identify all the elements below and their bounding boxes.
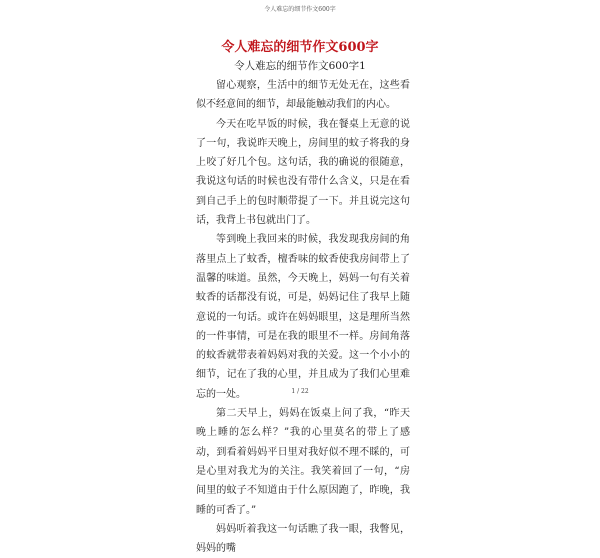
paragraph: 留心观察，生活中的细节无处无在，这些看似不经意间的细节，却最能触动我们的内心。 xyxy=(196,80,410,111)
document-title: 令人难忘的细节作文600字 xyxy=(221,40,379,55)
document-body xyxy=(196,76,410,558)
paragraph: 等到晚上我回来的时候，我发现我房间的角落里点上了蚊香，檀香味的蚊香使我房间带上了温馨的味道。虽然，今天晚上，妈妈一句有关着蚊香的话都没有说，可是，妈妈记住了我早上随意说的一句话。或许在妈妈眼里，这是理所当然的一件事情，可是在我的眼里不一样。房间角落的蚊香就带表着妈妈对我的关爱。这一个小小的细节，记在了我的心里，并且成为了我们心里难忘的一处。 xyxy=(196,234,410,400)
paragraph: 第二天早上，妈妈在饭桌上问了我，“昨天晚上睡的怎么样？”我的心里莫名的带上了感动，到看着妈妈平日里对我好似不理不睬的，可是心里对我尤为的关注。我笑着回了一句，“房间里的蚊子不知道由于什么原因跑了，昨晚，我睡的可香了。” xyxy=(196,408,410,516)
paragraph: 今天在吃早饭的时候，我在餐桌上无意的说了一句，我说昨天晚上，房间里的蚊子将我的身上咬了好几个包。这句话，我的确说的很随意，我说这句话的时候也没有带什么含义，只是在看到自己手上的包时顺带提了一下。并且说完这句话，我背上书包就出门了。 xyxy=(196,118,410,227)
running-header: 令人难忘的细节作文600字 xyxy=(264,6,336,13)
document-subtitle: 令人难忘的细节作文600字1 xyxy=(234,60,366,72)
paragraph: 妈妈听着我这一句话瞧了我一眼，我瞥见，妈妈的嘴 xyxy=(196,523,410,555)
page-number: 1 / 22 xyxy=(291,388,309,395)
